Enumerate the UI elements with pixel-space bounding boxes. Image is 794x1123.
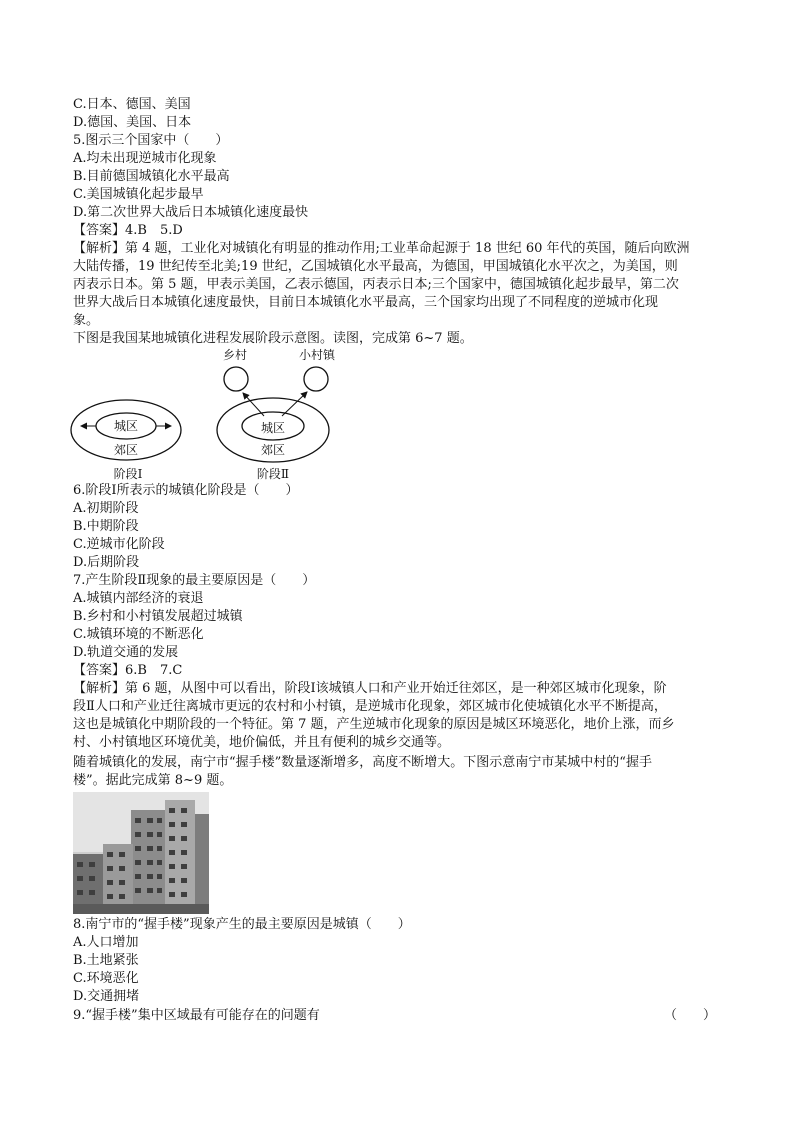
option-line: C.美国城镇化起步最早 [73,187,204,202]
explanation-line: 村、小村镇地区环境优美，地价偏低，并且有便利的城乡交通等。 [73,735,451,750]
suburb-label-1: 郊区 [113,443,139,457]
option-line: A.均未出现逆城市化现象 [73,151,217,166]
small-town-label: 小村镇 [298,348,336,362]
option-line: B.乡村和小村镇发展超过城镇 [73,609,243,624]
option-line: C.环境恶化 [73,971,139,986]
option-line: D.后期阶段 [73,555,140,570]
option-line: D.交通拥堵 [73,989,140,1004]
answer-line: 【答案】4.B 5.D [73,223,183,238]
urban-label-1: 城区 [113,419,139,433]
stage-1-label: 阶段Ⅰ [113,467,143,481]
answer-line: 【答案】6.B 7.C [73,663,183,678]
intro-line: 随着城镇化的发展，南宁市“握手楼”数量逐渐增多，高度不断增大。下图示意南宁市某城中村的“握手 [73,755,652,770]
urban-label-2: 城区 [260,421,286,435]
question-5: 5.图示三个国家中（ ） [73,133,229,148]
explanation-line: 象。 [73,313,100,328]
village-circle [224,367,248,391]
option-line: A.初期阶段 [73,501,139,516]
arrow-to-small-town [282,392,307,416]
option-line: A.人口增加 [73,935,139,950]
explanation-line: 大陆传播，19 世纪传至北美;19 世纪，乙国城镇化水平最高，为德国，甲国城镇化水平次之，为美国，则 [73,259,678,274]
answer-blank: （ ） [664,1008,717,1023]
option-line: B.目前德国城镇化水平最高 [73,169,230,184]
option-line: C.城镇环境的不断恶化 [73,627,204,642]
explanation-line: 【解析】第 6 题，从图中可以看出，阶段Ⅰ该城镇人口和产业开始迁往郊区，是一种郊区城市化现象，阶 [73,681,667,696]
small-town-circle [304,367,328,391]
option-line: A.城镇内部经济的衰退 [73,591,204,606]
handshake-buildings-photo [73,792,209,914]
option-line: B.中期阶段 [73,519,139,534]
urbanization-stage-diagram [66,344,366,484]
question-6: 6.阶段Ⅰ所表示的城镇化阶段是（ ） [73,483,299,498]
explanation-line: 段Ⅱ人口和产业迁往离城市更远的农村和小村镇，是逆城市化现象，郊区城市化使城镇化水平不断提高， [73,699,667,714]
suburb-label-2: 郊区 [260,443,286,457]
question-7: 7.产生阶段Ⅱ现象的最主要原因是（ ） [73,573,316,588]
intro-line: 下图是我国某地城镇化进程发展阶段示意图。读图，完成第 6~7 题。 [73,331,473,346]
arrow-to-village [243,393,264,416]
intro-line: 楼”。据此完成第 8~9 题。 [73,773,233,788]
explanation-line: 这也是城镇化中期阶段的一个特征。第 7 题，产生逆城市化现象的原因是城区环境恶化，地价上涨，而乡 [73,717,675,732]
question-9: 9.“握手楼”集中区域最有可能存在的问题有 [73,1008,320,1023]
explanation-line: 丙表示日本。第 5 题，甲表示美国，乙表示德国，丙表示日本;三个国家中，德国城镇化起步最早，第二次 [73,277,679,292]
option-line: C.日本、德国、美国 [73,97,191,112]
stage-2-label: 阶段Ⅱ [256,467,290,481]
option-line: D.第二次世界大战后日本城镇化速度最快 [73,205,309,220]
option-line: D.德国、美国、日本 [73,115,192,130]
option-line: B.土地紧张 [73,953,139,968]
village-label: 乡村 [222,348,248,362]
option-line: C.逆城市化阶段 [73,537,165,552]
explanation-line: 【解析】第 4 题，工业化对城镇化有明显的推动作用;工业革命起源于 18 世纪 60 年代的英国，随后向欧洲 [73,241,690,256]
question-8: 8.南宁市的“握手楼”现象产生的最主要原因是城镇（ ） [73,917,411,932]
option-line: D.轨道交通的发展 [73,645,179,660]
explanation-line: 世界大战后日本城镇化速度最快，目前日本城镇化水平最高，三个国家均出现了不同程度的逆城市化现 [73,295,659,310]
